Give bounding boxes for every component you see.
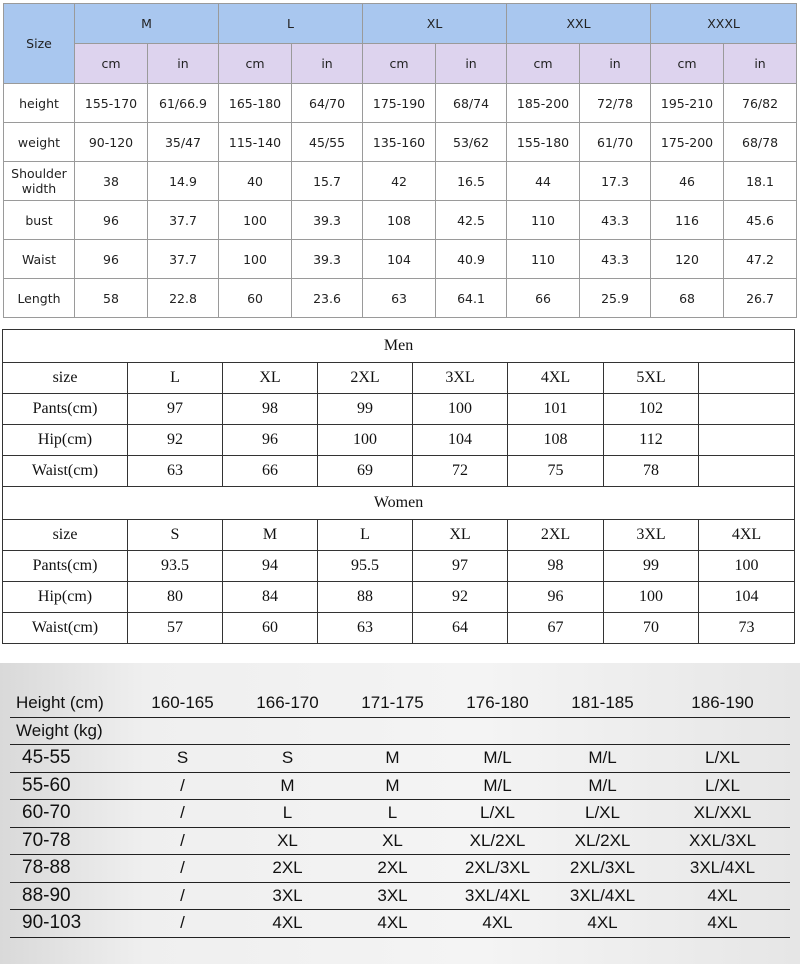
table-cell: 68/78 — [724, 123, 797, 162]
table-cell: 100 — [219, 240, 292, 279]
table-cell: 64.1 — [436, 279, 507, 318]
table-cell: 100 — [219, 201, 292, 240]
table-row — [4, 240, 797, 279]
row-label-waist: Waist — [4, 240, 75, 279]
table-row — [4, 162, 797, 201]
row-label-pants: Pants(cm) — [3, 551, 128, 582]
unit-cm: cm — [507, 44, 580, 84]
table-cell: 25.9 — [580, 279, 651, 318]
table-cell: L — [128, 363, 223, 394]
table-cell: / — [130, 882, 235, 910]
table-cell: 23.6 — [292, 279, 363, 318]
table-cell: 100 — [604, 582, 699, 613]
women-section-title: Women — [3, 487, 795, 520]
table-cell: L/XL — [655, 745, 790, 773]
table-cell: 155-180 — [507, 123, 580, 162]
table-cell: 120 — [651, 240, 724, 279]
table-row — [10, 717, 790, 745]
table-cell: 44 — [507, 162, 580, 201]
table-cell: 69 — [318, 456, 413, 487]
table-cell: / — [130, 827, 235, 855]
table-cell: 16.5 — [436, 162, 507, 201]
weight-range: 90-103 — [10, 910, 130, 938]
table-cell: 45/55 — [292, 123, 363, 162]
unit-in: in — [148, 44, 219, 84]
table-cell: 96 — [75, 240, 148, 279]
table-cell: 2XL/3XL — [550, 855, 655, 883]
table-cell: 47.2 — [724, 240, 797, 279]
table-cell: 100 — [413, 394, 508, 425]
table-cell: L — [235, 800, 340, 828]
weight-range: 55-60 — [10, 772, 130, 800]
table-row — [4, 123, 797, 162]
table-cell: 3XL — [340, 882, 445, 910]
table-cell: 104 — [363, 240, 436, 279]
table-cell: 135-160 — [363, 123, 436, 162]
row-label-shoulder-width — [4, 162, 75, 201]
table-cell: 99 — [318, 394, 413, 425]
row-label-bust: bust — [4, 201, 75, 240]
table-cell: L/XL — [550, 800, 655, 828]
table-cell: 42 — [363, 162, 436, 201]
table-cell: 4XL — [340, 910, 445, 938]
table-row — [3, 582, 795, 613]
table-cell: 72 — [413, 456, 508, 487]
row-label-weight: weight — [4, 123, 75, 162]
row-label-hip: Hip(cm) — [3, 582, 128, 613]
table-cell: 40 — [219, 162, 292, 201]
table-cell: 4XL — [508, 363, 604, 394]
table-cell: 60 — [223, 613, 318, 644]
table-cell: 155-170 — [75, 84, 148, 123]
table-cell: 84 — [223, 582, 318, 613]
table-cell: 46 — [651, 162, 724, 201]
table-cell: 64 — [413, 613, 508, 644]
weight-range: 70-78 — [10, 827, 130, 855]
table-cell: 43.3 — [580, 201, 651, 240]
table-cell: L/XL — [655, 772, 790, 800]
table-cell: 53/62 — [436, 123, 507, 162]
table-row — [3, 551, 795, 582]
size-header-xxl: XXL — [507, 4, 651, 44]
table-cell: 160-165 — [130, 690, 235, 717]
table-row — [3, 520, 795, 551]
table-cell: 100 — [318, 425, 413, 456]
table-cell: XL — [223, 363, 318, 394]
table-cell: 57 — [128, 613, 223, 644]
unit-in: in — [292, 44, 363, 84]
table-cell: 68 — [651, 279, 724, 318]
table-cell: 165-180 — [219, 84, 292, 123]
table-cell: 5XL — [604, 363, 699, 394]
table-cell: 112 — [604, 425, 699, 456]
table-row — [10, 690, 790, 717]
table-cell: M — [340, 772, 445, 800]
table-cell: 175-190 — [363, 84, 436, 123]
table-cell: 4XL — [655, 910, 790, 938]
table-row — [10, 910, 790, 938]
table-cell: M/L — [550, 745, 655, 773]
table-cell: 181-185 — [550, 690, 655, 717]
table-cell: 100 — [699, 551, 795, 582]
size-header-xl: XL — [363, 4, 507, 44]
table-cell: 67 — [508, 613, 604, 644]
table-cell: 108 — [363, 201, 436, 240]
table-cell: 186-190 — [655, 690, 790, 717]
row-label-height: height — [4, 84, 75, 123]
table-cell: 80 — [128, 582, 223, 613]
table-cell: 4XL — [235, 910, 340, 938]
men-section-title: Men — [3, 330, 795, 363]
weight-range: 60-70 — [10, 800, 130, 828]
table-cell: 73 — [699, 613, 795, 644]
table-row — [3, 394, 795, 425]
table-cell: S — [128, 520, 223, 551]
table-cell: 75 — [508, 456, 604, 487]
table-cell: 166-170 — [235, 690, 340, 717]
table-cell: 195-210 — [651, 84, 724, 123]
table-cell: 38 — [75, 162, 148, 201]
table-cell: 58 — [75, 279, 148, 318]
table-cell: 14.9 — [148, 162, 219, 201]
table-cell: 98 — [223, 394, 318, 425]
table-cell: 3XL/4XL — [655, 855, 790, 883]
table-cell — [699, 456, 795, 487]
table-cell: / — [130, 855, 235, 883]
table-row — [3, 456, 795, 487]
table-cell: 66 — [507, 279, 580, 318]
row-label-size: size — [3, 363, 128, 394]
table-cell: M/L — [550, 772, 655, 800]
table-cell: M/L — [445, 745, 550, 773]
table-cell: 175-200 — [651, 123, 724, 162]
table-cell: S — [130, 745, 235, 773]
table-cell: 3XL/4XL — [445, 882, 550, 910]
table-cell: 66 — [223, 456, 318, 487]
row-label-size: size — [3, 520, 128, 551]
table-cell: 92 — [413, 582, 508, 613]
table-row — [3, 425, 795, 456]
table-cell: 17.3 — [580, 162, 651, 201]
table-cell — [699, 363, 795, 394]
table-cell: 64/70 — [292, 84, 363, 123]
unit-cm: cm — [75, 44, 148, 84]
table-cell: 110 — [507, 240, 580, 279]
table-row — [10, 800, 790, 828]
table-cell: M — [235, 772, 340, 800]
table-row — [4, 201, 797, 240]
table-cell: 88 — [318, 582, 413, 613]
table-cell: 40.9 — [436, 240, 507, 279]
table-cell: 61/66.9 — [148, 84, 219, 123]
unit-in: in — [580, 44, 651, 84]
table-cell: 2XL — [235, 855, 340, 883]
table-cell: 3XL/4XL — [550, 882, 655, 910]
table-cell: 96 — [508, 582, 604, 613]
table-cell: 110 — [507, 201, 580, 240]
table-cell: 97 — [128, 394, 223, 425]
table-cell: 2XL — [508, 520, 604, 551]
table-cell: 60 — [219, 279, 292, 318]
table-cell: 43.3 — [580, 240, 651, 279]
table-cell: 37.7 — [148, 201, 219, 240]
size-table-measurements — [3, 3, 797, 318]
table-cell: 61/70 — [580, 123, 651, 162]
table-cell: XXL/3XL — [655, 827, 790, 855]
table-cell: 70 — [604, 613, 699, 644]
row-label-length: Length — [4, 279, 75, 318]
table-cell: 76/82 — [724, 84, 797, 123]
table-row — [10, 772, 790, 800]
row-label-pants: Pants(cm) — [3, 394, 128, 425]
table-cell: XL — [235, 827, 340, 855]
table-row — [3, 613, 795, 644]
label-line: Shoulder — [11, 166, 67, 181]
table-cell: 96 — [75, 201, 148, 240]
row-label-waist: Waist(cm) — [3, 456, 128, 487]
table-cell: 101 — [508, 394, 604, 425]
table-cell: 4XL — [445, 910, 550, 938]
table-cell: 4XL — [655, 882, 790, 910]
table-cell: 104 — [413, 425, 508, 456]
table-cell: 42.5 — [436, 201, 507, 240]
table-cell: 68/74 — [436, 84, 507, 123]
table-row — [4, 279, 797, 318]
table-cell: 92 — [128, 425, 223, 456]
table-cell: 104 — [699, 582, 795, 613]
weight-range: 78-88 — [10, 855, 130, 883]
weight-range: 45-55 — [10, 745, 130, 773]
table-cell: 2XL — [318, 363, 413, 394]
table-cell: L/XL — [445, 800, 550, 828]
size-table-height-weight — [10, 690, 790, 938]
table-cell: 18.1 — [724, 162, 797, 201]
table-cell: 93.5 — [128, 551, 223, 582]
table-cell: XL — [413, 520, 508, 551]
table-row — [10, 855, 790, 883]
unit-in: in — [436, 44, 507, 84]
table-cell: / — [130, 910, 235, 938]
table-cell: 108 — [508, 425, 604, 456]
table-cell: 22.8 — [148, 279, 219, 318]
table-row — [4, 84, 797, 123]
table-cell: 90-120 — [75, 123, 148, 162]
weight-range: 88-90 — [10, 882, 130, 910]
table-cell: XL/XXL — [655, 800, 790, 828]
table-cell: 37.7 — [148, 240, 219, 279]
table-cell: 98 — [508, 551, 604, 582]
table-cell — [699, 394, 795, 425]
table-cell: S — [235, 745, 340, 773]
row-label-hip: Hip(cm) — [3, 425, 128, 456]
table-row — [3, 363, 795, 394]
table-cell: 3XL — [604, 520, 699, 551]
table-cell: 26.7 — [724, 279, 797, 318]
table-cell: 78 — [604, 456, 699, 487]
table-cell: 4XL — [550, 910, 655, 938]
size-table-men-women — [2, 329, 795, 644]
table-cell: 45.6 — [724, 201, 797, 240]
table-cell: M — [223, 520, 318, 551]
table-cell: 2XL — [340, 855, 445, 883]
table-cell: 185-200 — [507, 84, 580, 123]
table-row — [10, 745, 790, 773]
weight-label: Weight (kg) — [10, 717, 130, 745]
table-cell: 115-140 — [219, 123, 292, 162]
table-cell: 4XL — [699, 520, 795, 551]
unit-cm: cm — [651, 44, 724, 84]
table-cell — [699, 425, 795, 456]
table-cell: 116 — [651, 201, 724, 240]
table-cell: 63 — [363, 279, 436, 318]
size-corner-label: Size — [4, 4, 75, 84]
height-label: Height (cm) — [10, 690, 130, 717]
table-cell: / — [130, 800, 235, 828]
table-cell: 63 — [318, 613, 413, 644]
table-cell: 72/78 — [580, 84, 651, 123]
table-cell: 35/47 — [148, 123, 219, 162]
unit-cm: cm — [219, 44, 292, 84]
unit-in: in — [724, 44, 797, 84]
table-cell: M — [340, 745, 445, 773]
table-row — [10, 882, 790, 910]
table-cell: XL/2XL — [445, 827, 550, 855]
table-cell: M/L — [445, 772, 550, 800]
label-line: width — [21, 181, 57, 196]
table-cell: 102 — [604, 394, 699, 425]
table-cell: XL — [340, 827, 445, 855]
table-cell: 95.5 — [318, 551, 413, 582]
size-header-xxxl: XXXL — [651, 4, 797, 44]
table-cell: 39.3 — [292, 240, 363, 279]
table-cell: 63 — [128, 456, 223, 487]
table-cell: L — [318, 520, 413, 551]
table-cell: 176-180 — [445, 690, 550, 717]
unit-cm: cm — [363, 44, 436, 84]
table-cell: 15.7 — [292, 162, 363, 201]
table-cell: 97 — [413, 551, 508, 582]
table-cell: 94 — [223, 551, 318, 582]
table-cell: / — [130, 772, 235, 800]
table-cell: 39.3 — [292, 201, 363, 240]
table-cell: XL/2XL — [550, 827, 655, 855]
table-row — [10, 827, 790, 855]
table-cell: 3XL — [235, 882, 340, 910]
size-header-m: M — [75, 4, 219, 44]
size-header-l: L — [219, 4, 363, 44]
table-cell: 3XL — [413, 363, 508, 394]
table-cell: 96 — [223, 425, 318, 456]
table-cell: L — [340, 800, 445, 828]
table-cell: 171-175 — [340, 690, 445, 717]
table-cell: 99 — [604, 551, 699, 582]
row-label-waist: Waist(cm) — [3, 613, 128, 644]
table-cell: 2XL/3XL — [445, 855, 550, 883]
